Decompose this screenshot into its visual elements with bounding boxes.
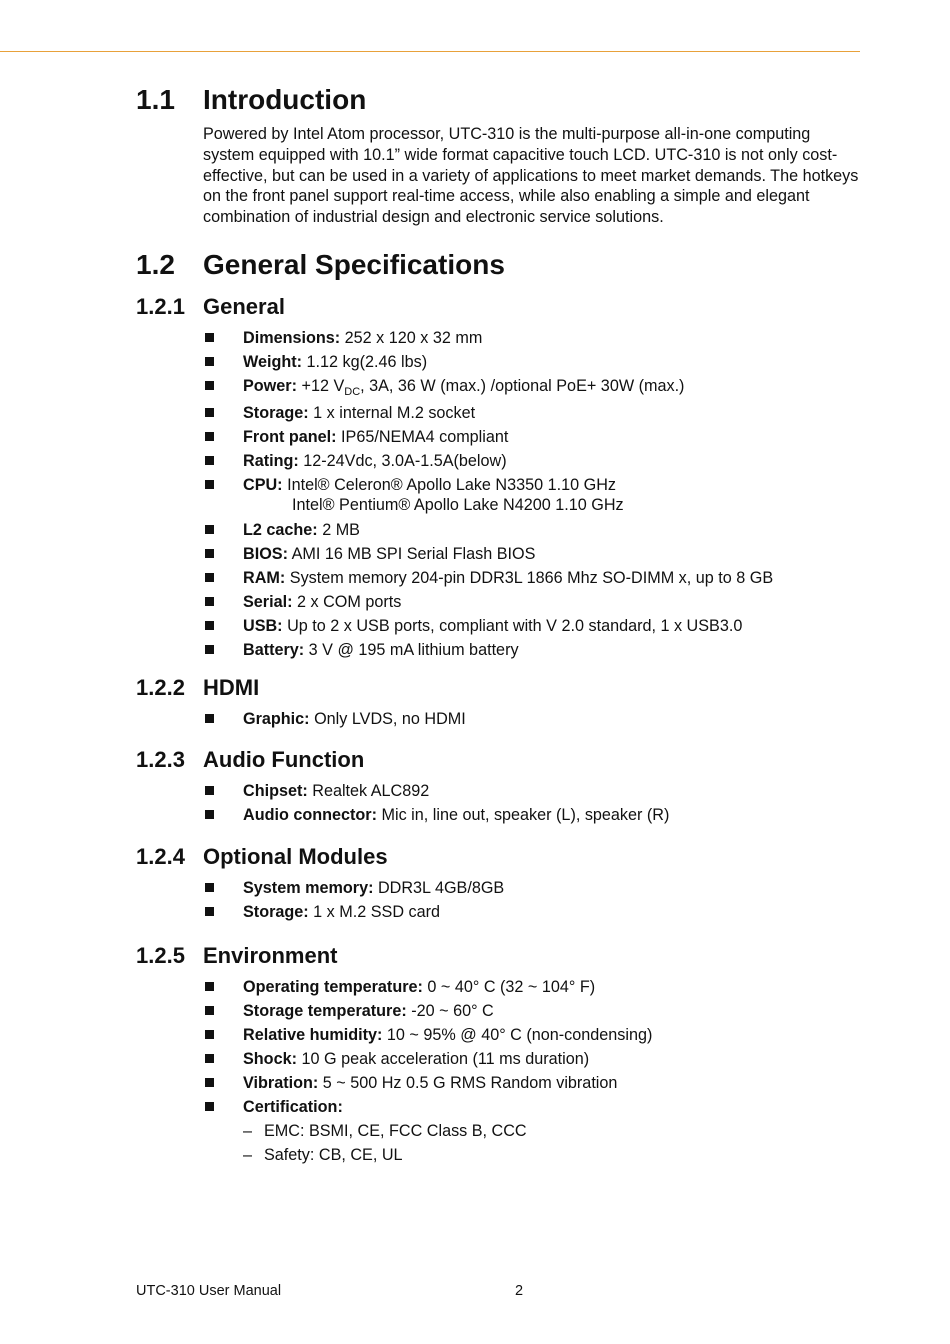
spec-label: Rating: xyxy=(243,452,299,470)
spec-label: Certification: xyxy=(243,1098,343,1116)
spec-label: Shock: xyxy=(243,1050,297,1068)
subsection-number: 1.2.1 xyxy=(136,294,185,319)
bullet-icon xyxy=(205,432,214,441)
spec-value: 10 ~ 95% @ 40° C (non-condensing) xyxy=(386,1026,653,1044)
list-item xyxy=(203,640,863,664)
certification-list xyxy=(243,1121,527,1169)
bullet-icon xyxy=(205,883,214,892)
bullet-icon xyxy=(205,982,214,991)
bullet-icon xyxy=(205,549,214,558)
spec-value: Only LVDS, no HDMI xyxy=(314,710,466,728)
spec-label: Dimensions: xyxy=(243,329,341,347)
list-item xyxy=(203,328,863,352)
environment-spec-list xyxy=(203,977,863,1121)
list-item xyxy=(203,592,863,616)
bullet-icon xyxy=(205,456,214,465)
bullet-icon xyxy=(205,597,214,606)
footer-manual-title: UTC-310 User Manual xyxy=(136,1283,282,1299)
bullet-icon xyxy=(205,810,214,819)
list-item xyxy=(203,1097,863,1121)
list-item xyxy=(203,805,863,829)
header-rule xyxy=(0,51,860,52)
spec-value: 1 x internal M.2 socket xyxy=(313,404,476,422)
section-number: 1.1 xyxy=(136,84,175,115)
bullet-icon xyxy=(205,333,214,342)
spec-label: Weight: xyxy=(243,353,303,371)
spec-label: Front panel: xyxy=(243,428,337,446)
spec-value: 1 x M.2 SSD card xyxy=(313,903,441,921)
audio-spec-list xyxy=(203,781,863,829)
dash-mark: – xyxy=(243,1122,253,1140)
list-item xyxy=(203,475,863,520)
spec-label: Chipset: xyxy=(243,782,308,800)
heading-audio-function xyxy=(136,747,364,773)
bullet-icon xyxy=(205,645,214,654)
spec-value: 1.12 kg(2.46 lbs) xyxy=(306,353,428,371)
spec-value: 0 ~ 40° C (32 ~ 104° F) xyxy=(427,978,596,996)
heading-general xyxy=(136,294,285,320)
spec-label: Storage temperature: xyxy=(243,1002,407,1020)
spec-label: Battery: xyxy=(243,641,305,659)
section-title: Introduction xyxy=(203,84,367,115)
subsection-number: 1.2.3 xyxy=(136,747,185,772)
spec-label: USB: xyxy=(243,617,283,635)
bullet-icon xyxy=(205,786,214,795)
spec-value: 2 x COM ports xyxy=(297,593,402,611)
spec-value: Intel® Celeron® Apollo Lake N3350 1.10 GHz xyxy=(287,476,616,494)
bullet-icon xyxy=(205,714,214,723)
list-item xyxy=(243,1145,527,1169)
subsection-number: 1.2.4 xyxy=(136,844,185,869)
list-item xyxy=(203,352,863,376)
bullet-icon xyxy=(205,1054,214,1063)
bullet-icon xyxy=(205,1078,214,1087)
list-item xyxy=(203,1001,863,1025)
spec-value: Realtek ALC892 xyxy=(312,782,430,800)
list-item xyxy=(203,902,863,926)
bullet-icon xyxy=(205,480,214,489)
spec-value: , 3A, 36 W (max.) /optional PoE+ 30W (max.) xyxy=(360,377,685,395)
spec-value: Up to 2 x USB ports, compliant with V 2.0 standard, 1 x USB3.0 xyxy=(287,617,743,635)
heading-optional-modules xyxy=(136,844,388,870)
spec-value: +12 V xyxy=(301,377,345,395)
heading-environment xyxy=(136,943,337,969)
bullet-icon xyxy=(205,907,214,916)
hdmi-spec-list xyxy=(203,709,863,733)
bullet-icon xyxy=(205,1102,214,1111)
bullet-icon xyxy=(205,381,214,390)
spec-value: 3 V @ 195 mA lithium battery xyxy=(308,641,519,659)
spec-value: 12-24Vdc, 3.0A-1.5A(below) xyxy=(303,452,507,470)
spec-label: Serial: xyxy=(243,593,293,611)
list-item xyxy=(203,451,863,475)
bullet-icon xyxy=(205,408,214,417)
list-item xyxy=(203,544,863,568)
list-item xyxy=(203,709,863,733)
bullet-icon xyxy=(205,525,214,534)
certification-text: EMC: BSMI, CE, FCC Class B, CCC xyxy=(264,1122,527,1140)
intro-paragraph: Powered by Intel Atom processor, UTC-310 is the multi-purpose all-in-one computing system equipped with 10.1” wide format capacitive touch LCD. UTC-310 is not only cost-effective, but can be used in a variety of applications to meet market demands. The hotkeys on the front panel support real-time access, while also enabling a simple and elegant combination of industrial design and electronic service solutions. xyxy=(203,125,859,227)
list-item xyxy=(203,616,863,640)
subsection-title: General xyxy=(203,294,285,319)
spec-label: L2 cache: xyxy=(243,521,318,539)
spec-value: 2 MB xyxy=(322,521,360,539)
list-item xyxy=(243,1121,527,1145)
subsection-number: 1.2.5 xyxy=(136,943,185,968)
spec-label: RAM: xyxy=(243,569,286,587)
spec-value: 10 G peak acceleration (11 ms duration) xyxy=(301,1050,590,1068)
subsection-title: Audio Function xyxy=(203,747,365,772)
spec-value: 5 ~ 500 Hz 0.5 G RMS Random vibration xyxy=(322,1074,618,1092)
spec-value: Mic in, line out, speaker (L), speaker (R) xyxy=(381,806,670,824)
list-item xyxy=(203,878,863,902)
spec-value: DDR3L 4GB/8GB xyxy=(377,879,505,897)
heading-introduction xyxy=(136,83,366,117)
spec-value: IP65/NEMA4 compliant xyxy=(341,428,509,446)
subsection-number: 1.2.2 xyxy=(136,675,185,700)
spec-label: System memory: xyxy=(243,879,374,897)
spec-label: Relative humidity: xyxy=(243,1026,383,1044)
list-item xyxy=(203,568,863,592)
list-item xyxy=(203,427,863,451)
optional-spec-list xyxy=(203,878,863,926)
bullet-icon xyxy=(205,573,214,582)
spec-label: Graphic: xyxy=(243,710,310,728)
spec-label: CPU: xyxy=(243,476,283,494)
spec-value-subscript: DC xyxy=(344,386,361,398)
dash-mark: – xyxy=(243,1146,253,1164)
list-item xyxy=(203,781,863,805)
spec-label: Operating temperature: xyxy=(243,978,423,996)
bullet-icon xyxy=(205,357,214,366)
spec-label: Storage: xyxy=(243,404,309,422)
bullet-icon xyxy=(205,1030,214,1039)
list-item xyxy=(203,1049,863,1073)
list-item xyxy=(203,1073,863,1097)
list-item xyxy=(203,1025,863,1049)
list-item xyxy=(203,376,863,403)
spec-label: Audio connector: xyxy=(243,806,377,824)
bullet-icon xyxy=(205,621,214,630)
list-item xyxy=(203,403,863,427)
spec-value: 252 x 120 x 32 mm xyxy=(344,329,483,347)
spec-value: -20 ~ 60° C xyxy=(411,1002,494,1020)
spec-value: AMI 16 MB SPI Serial Flash BIOS xyxy=(291,545,536,563)
spec-label: Vibration: xyxy=(243,1074,319,1092)
footer-page-number: 2 xyxy=(515,1283,524,1299)
heading-hdmi xyxy=(136,675,259,701)
certification-text: Safety: CB, CE, UL xyxy=(264,1146,403,1164)
bullet-icon xyxy=(205,1006,214,1015)
spec-value-continued: Intel® Pentium® Apollo Lake N4200 1.10 GHz xyxy=(292,496,624,514)
subsection-title: Environment xyxy=(203,943,338,968)
subsection-title: HDMI xyxy=(203,675,260,700)
spec-label: BIOS: xyxy=(243,545,288,563)
spec-label: Power: xyxy=(243,377,297,395)
spec-label: Storage: xyxy=(243,903,309,921)
list-item xyxy=(203,977,863,1001)
list-item xyxy=(203,520,863,544)
subsection-title: Optional Modules xyxy=(203,844,388,869)
section-number: 1.2 xyxy=(136,249,175,280)
general-spec-list xyxy=(203,328,863,664)
spec-value: System memory 204-pin DDR3L 1866 Mhz SO-DIMM x, up to 8 GB xyxy=(289,569,774,587)
section-title: General Specifications xyxy=(203,249,505,280)
heading-general-specifications xyxy=(136,248,505,282)
